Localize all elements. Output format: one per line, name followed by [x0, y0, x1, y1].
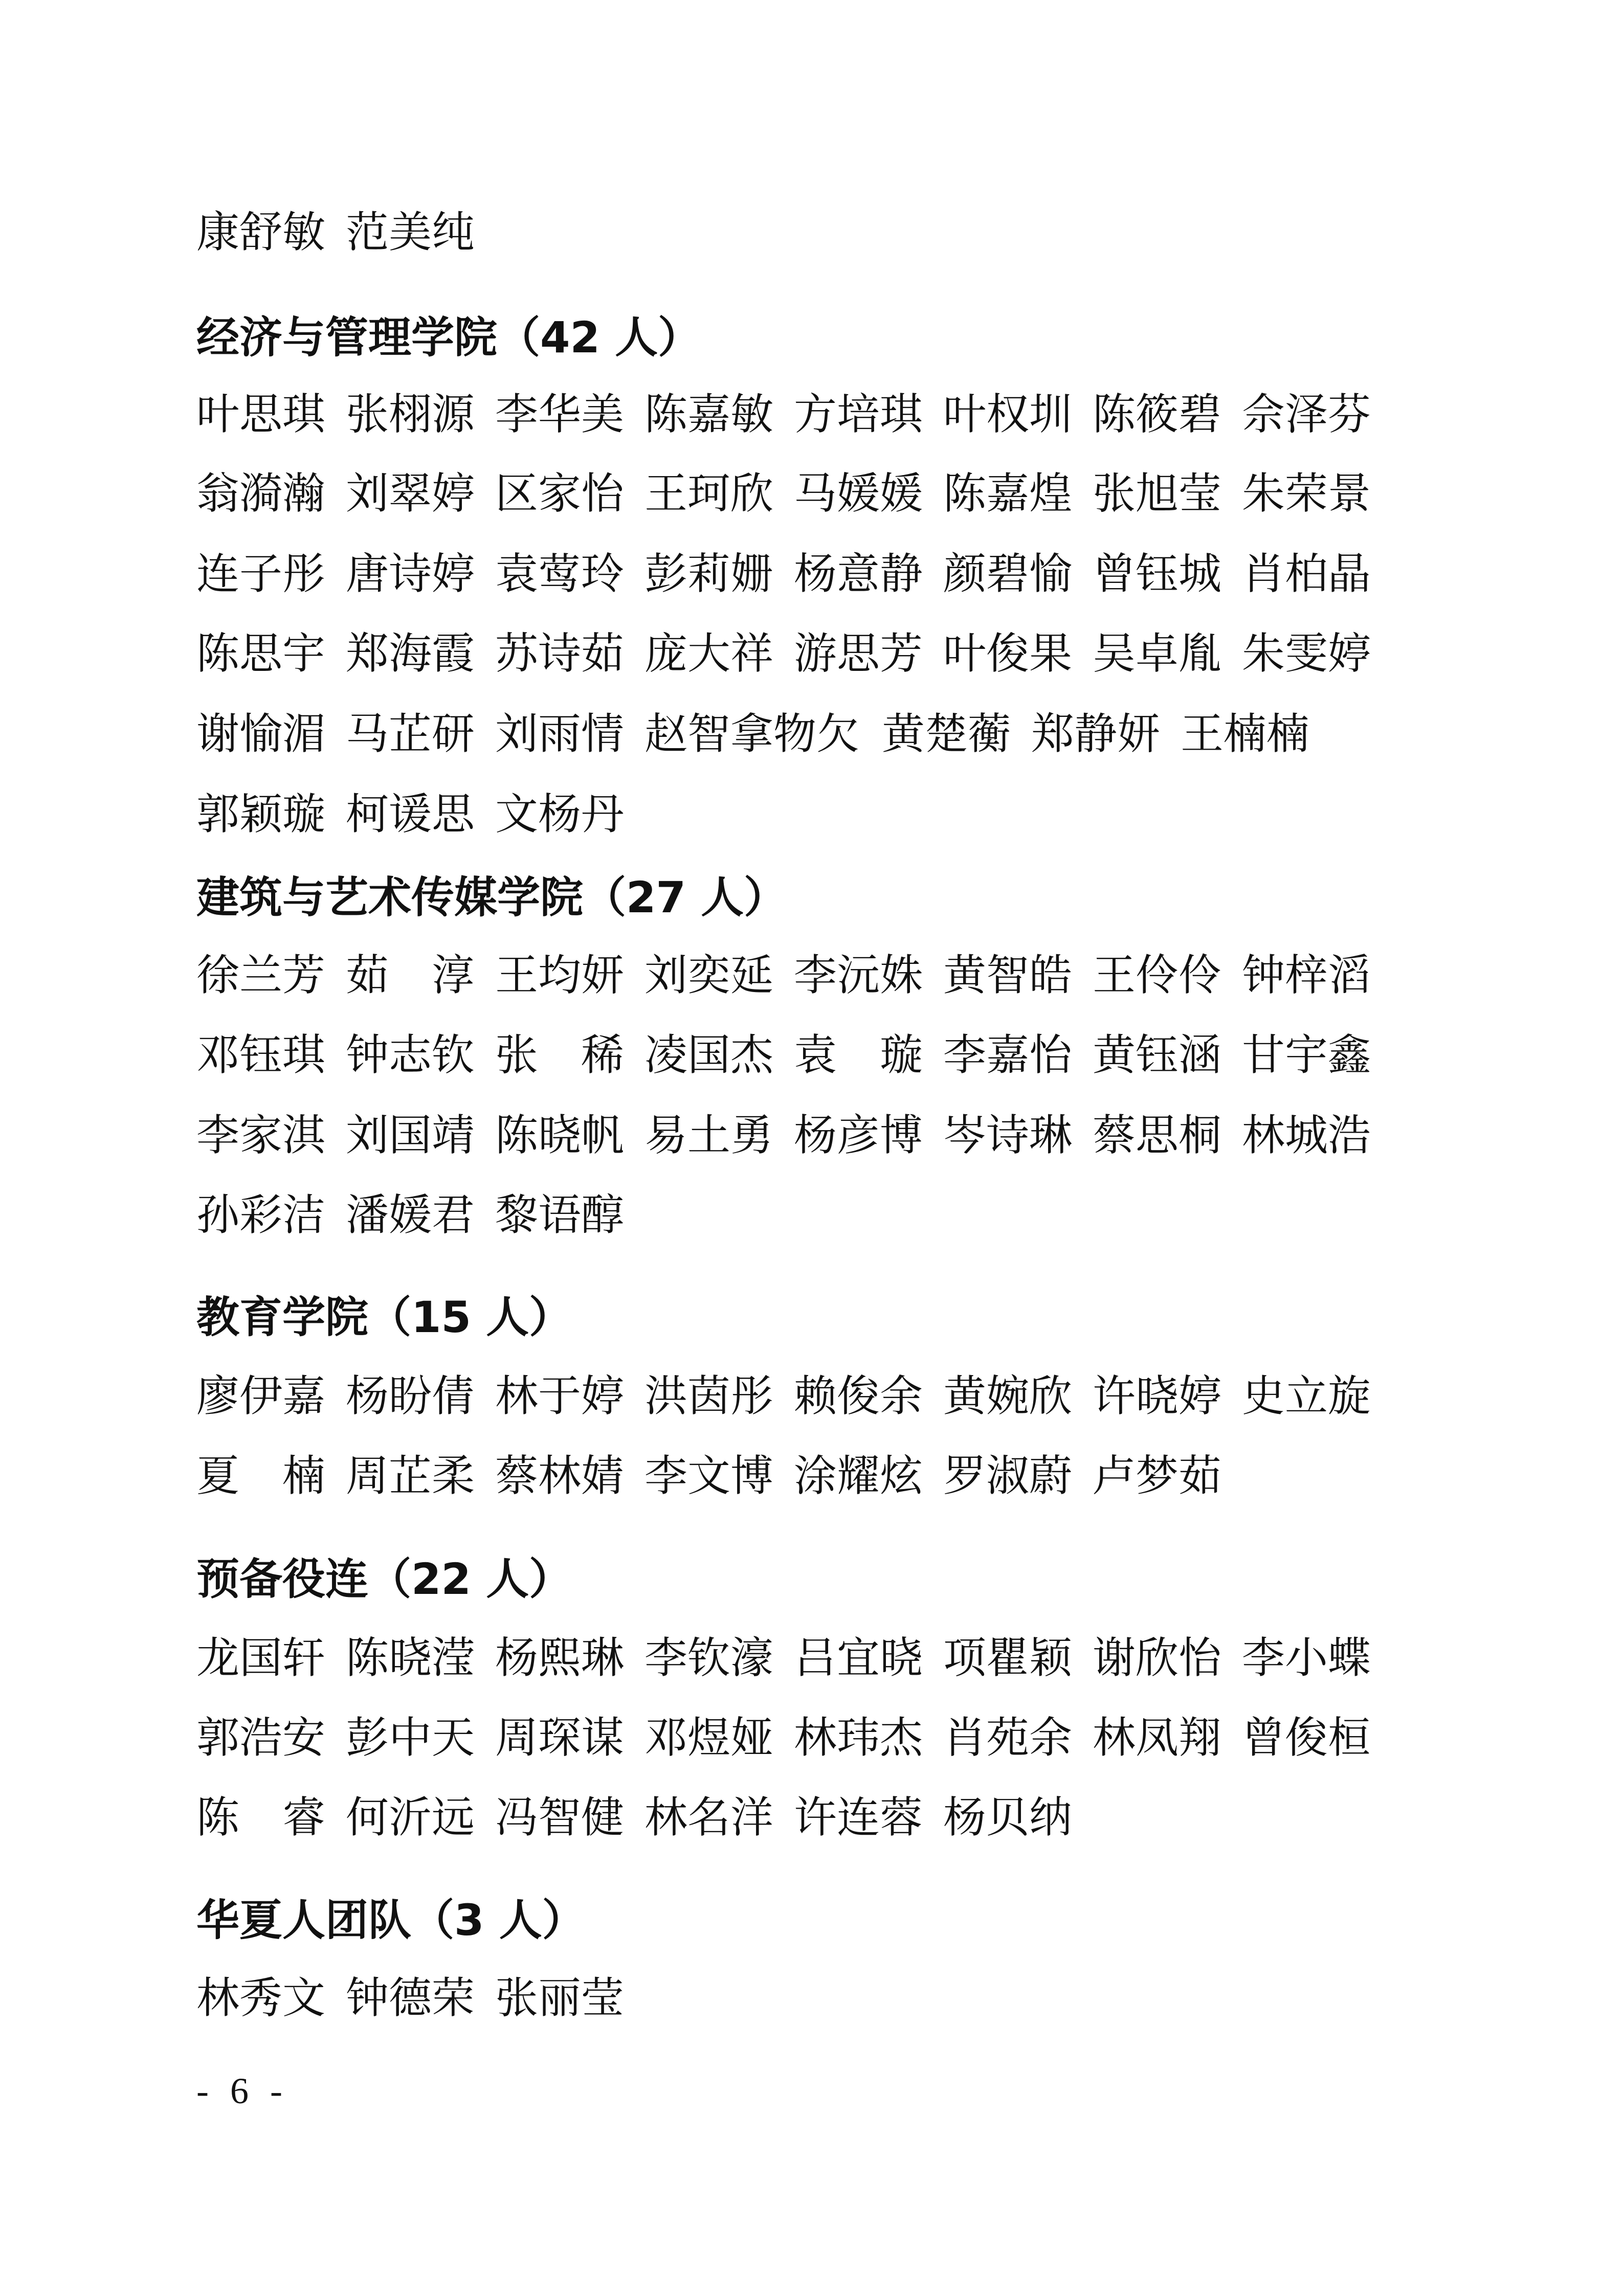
person-name: 岑诗琳	[943, 1110, 1073, 1160]
person-name: 王伶伶	[1093, 950, 1222, 1000]
person-name: 袁莺玲	[495, 549, 625, 599]
person-name: 张丽莹	[495, 1973, 625, 2023]
name-row	[196, 207, 495, 258]
person-name: 茹 淳	[346, 950, 475, 1000]
person-name: 赖俊余	[794, 1371, 923, 1421]
person-name: 钟梓滔	[1242, 950, 1371, 1000]
person-name: 肖柏晶	[1242, 549, 1371, 599]
person-name: 叶俊果	[943, 628, 1073, 679]
person-name: 易土勇	[644, 1110, 774, 1160]
person-name: 张栩源	[346, 389, 475, 439]
person-name: 陈思宇	[196, 628, 326, 679]
person-name: 钟志钦	[346, 1030, 475, 1080]
page-number: - 6 -	[196, 2070, 288, 2111]
person-name: 邓煜娅	[644, 1713, 774, 1763]
name-row	[196, 1632, 1391, 1683]
name-row	[196, 1792, 1093, 1843]
person-name: 许晓婷	[1093, 1371, 1222, 1421]
person-name: 杨盼倩	[346, 1371, 475, 1421]
name-row	[196, 468, 1391, 519]
person-name: 张 稀	[495, 1030, 625, 1080]
name-row	[196, 1450, 1242, 1501]
person-name: 王楠楠	[1181, 709, 1310, 759]
person-name: 蔡林婧	[495, 1451, 625, 1501]
person-name: 范美纯	[346, 207, 475, 257]
person-name: 廖伊嘉	[196, 1371, 326, 1421]
name-row	[196, 1972, 644, 2023]
person-name: 叶思琪	[196, 389, 326, 439]
person-name: 林城浩	[1242, 1110, 1371, 1160]
person-name: 项瞿颖	[943, 1633, 1073, 1683]
person-name: 凌国杰	[644, 1030, 774, 1080]
person-name: 杨意静	[794, 549, 923, 599]
person-name: 苏诗茹	[495, 628, 625, 679]
section-heading: 华夏人团队（3 人）	[196, 1895, 585, 1945]
person-name: 吕宜晓	[794, 1633, 923, 1683]
person-name: 夏 楠	[196, 1451, 326, 1501]
name-row	[196, 628, 1391, 679]
person-name: 黄楚蘅	[882, 709, 1011, 759]
person-name: 陈 睿	[196, 1792, 326, 1842]
person-name: 陈嘉煌	[943, 468, 1073, 519]
person-name: 黄智皓	[943, 950, 1073, 1000]
person-name: 翁漪瀚	[196, 468, 326, 519]
person-name: 黄钰涵	[1093, 1030, 1222, 1080]
person-name: 王均妍	[495, 950, 625, 1000]
name-row	[196, 1189, 644, 1241]
person-name: 陈筱碧	[1093, 389, 1222, 439]
name-row	[196, 789, 644, 840]
person-name: 杨贝纳	[943, 1792, 1073, 1842]
person-name: 佘泽芬	[1242, 389, 1371, 439]
person-name: 史立旋	[1242, 1371, 1371, 1421]
name-row	[196, 1712, 1391, 1763]
person-name: 邓钰琪	[196, 1030, 326, 1080]
person-name: 刘翠婷	[346, 468, 475, 519]
name-row	[196, 389, 1391, 440]
person-name: 彭莉姗	[644, 549, 774, 599]
person-name: 李家淇	[196, 1110, 326, 1160]
person-name: 谢愉湄	[196, 709, 326, 759]
person-name: 冯智健	[495, 1792, 625, 1842]
person-name: 郭颖璇	[196, 789, 326, 839]
name-row	[196, 1029, 1391, 1081]
name-row	[196, 1110, 1391, 1161]
person-name: 连子彤	[196, 549, 326, 599]
person-name: 李沅姝	[794, 950, 923, 1000]
person-name: 唐诗婷	[346, 549, 475, 599]
person-name: 袁 璇	[794, 1030, 923, 1080]
person-name: 区家怡	[495, 468, 625, 519]
person-name: 林凤翔	[1093, 1713, 1222, 1763]
person-name: 杨彦博	[794, 1110, 923, 1160]
person-name: 林玮杰	[794, 1713, 923, 1763]
person-name: 周芷柔	[346, 1451, 475, 1501]
person-name: 洪茵彤	[644, 1371, 774, 1421]
person-name: 黄婉欣	[943, 1371, 1073, 1421]
person-name: 罗淑蔚	[943, 1451, 1073, 1501]
person-name: 马芷研	[346, 709, 475, 759]
person-name: 郑静妍	[1031, 709, 1161, 759]
person-name: 郑海霞	[346, 628, 475, 679]
person-name: 甘宇鑫	[1242, 1030, 1371, 1080]
person-name: 潘媛君	[346, 1190, 475, 1240]
person-name: 卢梦茹	[1093, 1451, 1222, 1501]
person-name: 蔡思桐	[1093, 1110, 1222, 1160]
person-name: 李文博	[644, 1451, 774, 1501]
person-name: 刘国靖	[346, 1110, 475, 1160]
person-name: 方培琪	[794, 389, 923, 439]
section-heading: 预备役连（22 人）	[196, 1554, 572, 1604]
person-name: 曾钰城	[1093, 549, 1222, 599]
person-name: 李钦濠	[644, 1633, 774, 1683]
person-name: 何沂远	[346, 1792, 475, 1842]
person-name: 叶权圳	[943, 389, 1073, 439]
person-name: 林于婷	[495, 1371, 625, 1421]
person-name: 赵智拿物欠	[644, 709, 860, 759]
person-name: 龙国轩	[196, 1633, 326, 1683]
person-name: 刘奕延	[644, 950, 774, 1000]
name-row	[196, 1370, 1391, 1422]
person-name: 王珂欣	[644, 468, 774, 519]
name-row	[196, 708, 1330, 759]
person-name: 游思芳	[794, 628, 923, 679]
person-name: 李嘉怡	[943, 1030, 1073, 1080]
section-heading: 教育学院（15 人）	[196, 1292, 572, 1342]
section-heading: 经济与管理学院（42 人）	[196, 312, 701, 363]
person-name: 孙彩洁	[196, 1190, 326, 1240]
person-name: 李小蝶	[1242, 1633, 1371, 1683]
person-name: 陈晓帆	[495, 1110, 625, 1160]
person-name: 林秀文	[196, 1973, 326, 2023]
person-name: 曾俊桓	[1242, 1713, 1371, 1763]
person-name: 吴卓胤	[1093, 628, 1222, 679]
person-name: 朱荣景	[1242, 468, 1371, 519]
person-name: 林名洋	[644, 1792, 774, 1842]
person-name: 张旭莹	[1093, 468, 1222, 519]
person-name: 谢欣怡	[1093, 1633, 1222, 1683]
person-name: 庞大祥	[644, 628, 774, 679]
person-name: 涂耀炫	[794, 1451, 923, 1501]
person-name: 黎语醇	[495, 1190, 625, 1240]
person-name: 许连蓉	[794, 1792, 923, 1842]
person-name: 陈嘉敏	[644, 389, 774, 439]
person-name: 柯谖思	[346, 789, 475, 839]
name-row	[196, 950, 1391, 1001]
person-name: 李华美	[495, 389, 625, 439]
person-name: 徐兰芳	[196, 950, 326, 1000]
person-name: 康舒敏	[196, 207, 326, 257]
person-name: 郭浩安	[196, 1713, 326, 1763]
person-name: 肖苑余	[943, 1713, 1073, 1763]
person-name: 陈晓滢	[346, 1633, 475, 1683]
section-heading: 建筑与艺术传媒学院（27 人）	[196, 872, 787, 922]
person-name: 文杨丹	[495, 789, 625, 839]
person-name: 钟德荣	[346, 1973, 475, 2023]
name-row	[196, 548, 1391, 599]
person-name: 马媛媛	[794, 468, 923, 519]
person-name: 彭中天	[346, 1713, 475, 1763]
person-name: 周琛谋	[495, 1713, 625, 1763]
person-name: 杨熙琳	[495, 1633, 625, 1683]
person-name: 朱雯婷	[1242, 628, 1371, 679]
person-name: 颜碧愉	[943, 549, 1073, 599]
person-name: 刘雨情	[495, 709, 625, 759]
